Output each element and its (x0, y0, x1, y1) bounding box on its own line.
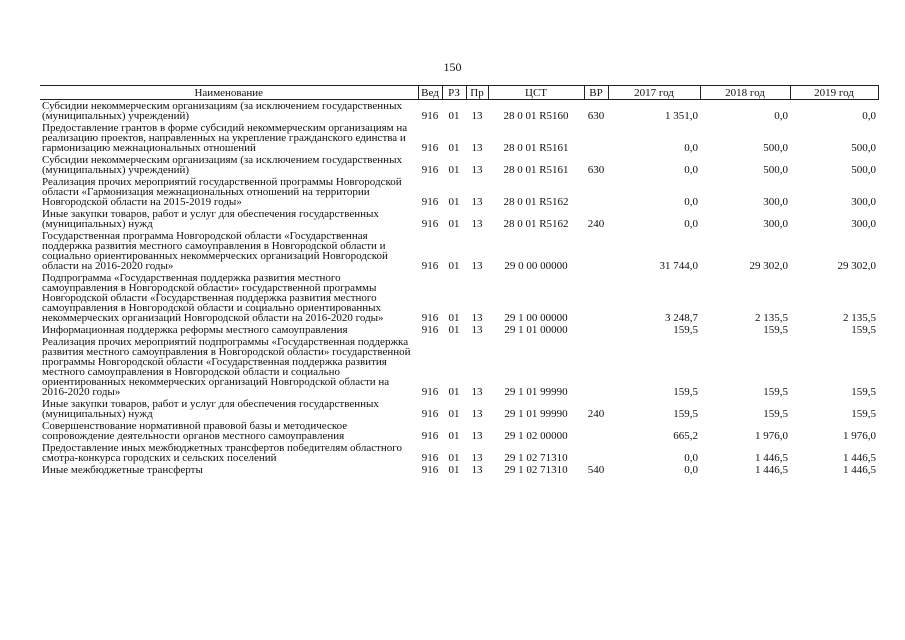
cell-pr: 13 (471, 408, 483, 420)
cell-2017: 31 744,0 (659, 260, 698, 272)
cell-name: Реализация прочих мероприятий государственной программы Новгородской области «Гармонизация межнациональных отношений на территории Новгородской области на 2015-2019 годы» (42, 176, 402, 208)
table-row (40, 336, 878, 398)
cell-rz: 01 (448, 312, 460, 324)
cell-2017: 159,5 (673, 324, 698, 336)
cell-2017: 0,0 (684, 142, 698, 154)
cell-2019: 159,5 (851, 408, 876, 420)
cell-rz: 01 (448, 110, 460, 122)
cell-2019: 300,0 (851, 196, 876, 208)
cell-vr: 240 (587, 218, 605, 230)
cell-rz: 01 (448, 142, 460, 154)
cell-2018: 159,5 (763, 408, 788, 420)
cell-rz: 01 (448, 218, 460, 230)
cell-pr: 13 (471, 142, 483, 154)
cell-name: Иные межбюджетные трансферты (42, 464, 203, 476)
cell-2019: 300,0 (851, 218, 876, 230)
cell-2018: 300,0 (763, 218, 788, 230)
cell-pr: 13 (471, 110, 483, 122)
col-header-2019: 2019 год (790, 86, 878, 100)
cell-cst: 29 1 02 71310 (504, 452, 568, 464)
cell-2019: 500,0 (851, 142, 876, 154)
cell-cst: 29 1 02 71310 (504, 464, 568, 476)
cell-vr (584, 122, 608, 154)
cell-rz: 01 (448, 260, 460, 272)
cell-name: Иные закупки товаров, работ и услуг для обеспечения государственных (муниципальных) нужд (42, 208, 379, 230)
cell-vr: 540 (587, 464, 605, 476)
col-header-pr: Пр (466, 86, 488, 100)
cell-cst: 28 0 01 R5161 (503, 164, 569, 176)
cell-name: Реализация прочих мероприятий подпрограммы «Государственная поддержка развития местного самоуправления в Новгородской области» государственной программы Новгородской области «Государственная поддержка развития местного самоуправления в Новгородской области и социально ориентированных некоммерческих организаций Новгородской области на 2016-2020 годы» (42, 336, 411, 398)
table-row (40, 208, 878, 230)
cell-2018: 1 446,5 (755, 452, 788, 464)
cell-2019: 0,0 (862, 110, 876, 122)
cell-cst: 29 1 02 00000 (504, 430, 568, 442)
table-body (40, 100, 878, 477)
cell-2018: 1 976,0 (755, 430, 788, 442)
cell-ved: 916 (421, 164, 439, 176)
cell-cst: 28 0 01 R5162 (503, 196, 569, 208)
table-row (40, 154, 878, 176)
cell-ved: 916 (421, 464, 439, 476)
cell-2018: 1 446,5 (755, 464, 788, 476)
cell-vr (584, 324, 608, 336)
cell-2018: 500,0 (763, 142, 788, 154)
cell-2019: 1 446,5 (843, 452, 876, 464)
cell-ved: 916 (421, 408, 439, 420)
cell-2017: 0,0 (684, 452, 698, 464)
cell-2018: 159,5 (763, 324, 788, 336)
cell-2017: 159,5 (673, 386, 698, 398)
cell-2019: 159,5 (851, 386, 876, 398)
cell-cst: 29 1 01 00000 (504, 324, 568, 336)
cell-ved: 916 (421, 430, 439, 442)
cell-name: Субсидии некоммерческим организациям (за исключением государственных (муниципальных) учреждений) (42, 154, 402, 176)
col-header-vr: ВР (584, 86, 608, 100)
cell-2019: 29 302,0 (837, 260, 876, 272)
table-header-row (40, 86, 878, 100)
cell-ved: 916 (421, 260, 439, 272)
cell-pr: 13 (471, 324, 483, 336)
table-row (40, 420, 878, 442)
table-row (40, 176, 878, 208)
cell-2018: 2 135,5 (755, 312, 788, 324)
cell-name: Предоставление грантов в форме субсидий некоммерческим организациям на реализацию проектов, направленных на укрепление гражданского единства и гармонизацию межнациональных отношений (42, 122, 408, 154)
cell-vr (584, 420, 608, 442)
table-row (40, 272, 878, 324)
cell-ved: 916 (421, 312, 439, 324)
cell-pr: 13 (471, 260, 483, 272)
col-header-2017: 2017 год (608, 86, 700, 100)
cell-cst: 29 1 00 00000 (504, 312, 568, 324)
cell-2017: 665,2 (673, 430, 698, 442)
cell-2019: 1 976,0 (843, 430, 876, 442)
table-row (40, 324, 878, 336)
cell-2017: 0,0 (684, 164, 698, 176)
cell-2019: 500,0 (851, 164, 876, 176)
cell-pr: 13 (471, 464, 483, 476)
table-row (40, 122, 878, 154)
cell-name: Предоставление иных межбюджетных трансфертов победителям областного смотра-конкурса городских и сельских поселений (42, 442, 403, 464)
cell-vr: 240 (587, 408, 605, 420)
cell-2018: 0,0 (774, 110, 788, 122)
cell-2019: 2 135,5 (843, 312, 876, 324)
cell-cst: 28 0 01 R5160 (503, 110, 569, 122)
table-row (40, 100, 878, 123)
cell-name: Совершенствование нормативной правовой базы и методическое сопровождение деятельности органов местного самоуправления (42, 420, 348, 442)
cell-2018: 159,5 (763, 386, 788, 398)
cell-vr (584, 336, 608, 398)
cell-rz: 01 (448, 452, 460, 464)
cell-ved: 916 (421, 110, 439, 122)
table-row (40, 230, 878, 272)
cell-2018: 29 302,0 (749, 260, 788, 272)
cell-rz: 01 (448, 164, 460, 176)
cell-name: Информационная поддержка реформы местного самоуправления (42, 324, 348, 336)
cell-pr: 13 (471, 430, 483, 442)
cell-vr (584, 176, 608, 208)
cell-cst: 28 0 01 R5162 (503, 218, 569, 230)
cell-pr: 13 (471, 386, 483, 398)
cell-vr (584, 272, 608, 324)
cell-name: Иные закупки товаров, работ и услуг для обеспечения государственных (муниципальных) нужд (42, 398, 379, 420)
cell-pr: 13 (471, 218, 483, 230)
cell-pr: 13 (471, 452, 483, 464)
table-row (40, 464, 878, 476)
col-header-rz: РЗ (442, 86, 466, 100)
table-row (40, 442, 878, 464)
col-header-ved: Вед (418, 86, 442, 100)
cell-2017: 1 351,0 (665, 110, 698, 122)
cell-ved: 916 (421, 218, 439, 230)
page-number: 150 (443, 60, 462, 74)
table-row (40, 398, 878, 420)
cell-pr: 13 (471, 164, 483, 176)
col-header-cst: ЦСТ (488, 86, 584, 100)
cell-name: Субсидии некоммерческим организациям (за исключением государственных (муниципальных) учреждений) (42, 100, 402, 122)
cell-cst: 29 1 01 99990 (504, 408, 568, 420)
col-header-2018: 2018 год (700, 86, 790, 100)
cell-ved: 916 (421, 386, 439, 398)
cell-name: Подпрограмма «Государственная поддержка развития местного самоуправления в Новгородской области» государственной программы Новгородской области «Государственная поддержка развития местного самоуправления в Новгородской области и социально ориентированных некоммерческих организаций Новгородской области на 2016-2020 годы» (42, 272, 384, 324)
cell-2017: 159,5 (673, 408, 698, 420)
cell-2018: 500,0 (763, 164, 788, 176)
cell-cst: 29 0 00 00000 (504, 260, 568, 272)
cell-rz: 01 (448, 196, 460, 208)
cell-cst: 28 0 01 R5161 (503, 142, 569, 154)
cell-vr (584, 442, 608, 464)
cell-name: Государственная программа Новгородской области «Государственная поддержка развития местного самоуправления в Новгородской области и социально ориентированных некоммерческих организаций Новгородской области на 2016-2020 годы» (42, 230, 388, 272)
cell-2019: 159,5 (851, 324, 876, 336)
cell-2019: 1 446,5 (843, 464, 876, 476)
cell-rz: 01 (448, 430, 460, 442)
cell-ved: 916 (421, 324, 439, 336)
cell-rz: 01 (448, 464, 460, 476)
cell-rz: 01 (448, 408, 460, 420)
cell-2017: 0,0 (684, 464, 698, 476)
cell-vr: 630 (587, 110, 605, 122)
cell-pr: 13 (471, 196, 483, 208)
cell-ved: 916 (421, 452, 439, 464)
cell-2017: 0,0 (684, 218, 698, 230)
cell-rz: 01 (448, 386, 460, 398)
cell-pr: 13 (471, 312, 483, 324)
budget-table (40, 85, 879, 476)
cell-2018: 300,0 (763, 196, 788, 208)
cell-2017: 3 248,7 (665, 312, 698, 324)
cell-ved: 916 (421, 196, 439, 208)
cell-vr: 630 (587, 164, 605, 176)
col-header-name: Наименование (40, 86, 418, 100)
cell-cst: 29 1 01 99990 (504, 386, 568, 398)
cell-2017: 0,0 (684, 196, 698, 208)
cell-ved: 916 (421, 142, 439, 154)
cell-vr (584, 230, 608, 272)
cell-rz: 01 (448, 324, 460, 336)
